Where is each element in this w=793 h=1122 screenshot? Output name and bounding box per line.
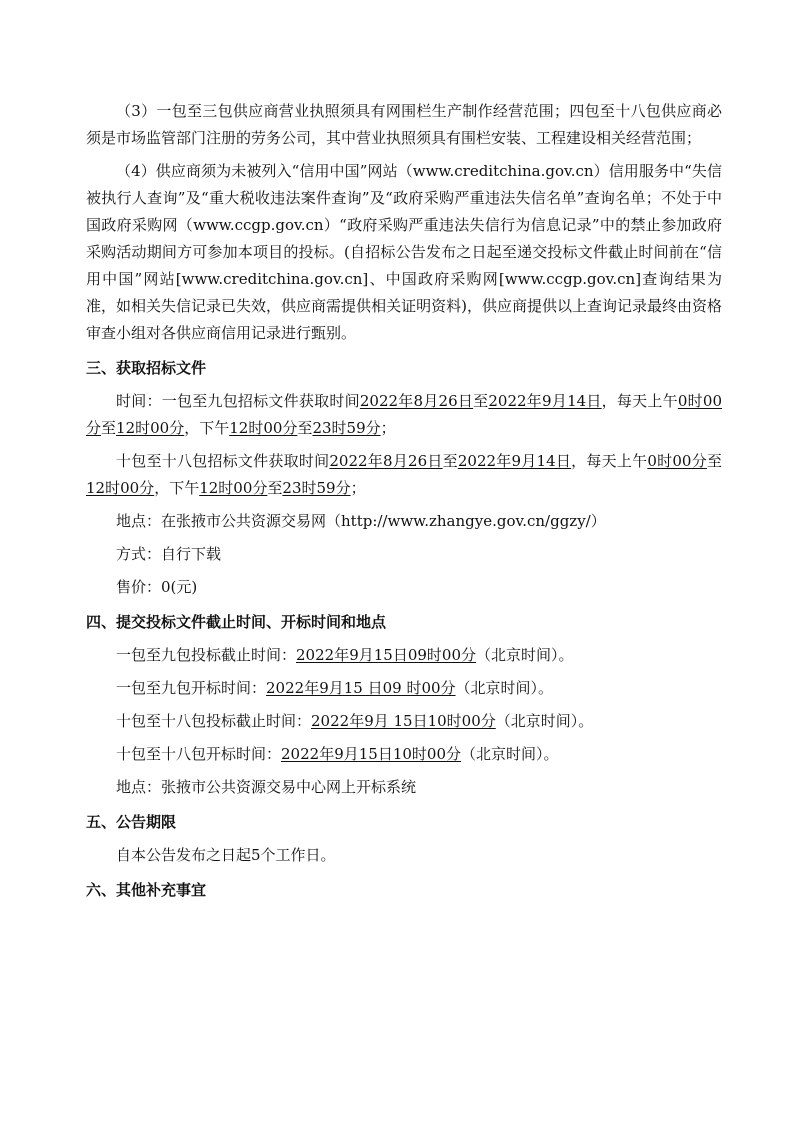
section-heading-notice-period: 五、公告期限 [86,813,177,831]
obtain-price: 售价：0(元) [116,578,198,596]
requirement-item-3: （3）一包至三包供应商营业执照须具有网围栏生产制作经营范围；四包至十八包供应商必须是市场监管部门注册的劳务公司，其中营业执照须具有围栏安装、工程建设相关经营范围； [86,102,722,147]
obtain-time-packages-1-9: 时间：一包至九包招标文件获取时间2022年8月26日至2022年9月14日，每天上午0时00分至12时00分，下午12时00分至23时59分； [86,392,722,437]
opening-location: 地点：张掖市公共资源交易中心网上开标系统 [116,778,417,796]
notice-period-text: 自本公告发布之日起5个工作日。 [116,846,336,864]
section-heading-deadline: 四、提交投标文件截止时间、开标时间和地点 [86,613,387,631]
document-page [86,98,722,904]
obtain-location: 地点：在张掖市公共资源交易网（http://www.zhangye.gov.cn/ggzy/） [116,512,606,530]
section-heading-obtain-docs: 三、获取招标文件 [86,359,207,377]
obtain-time-packages-10-18: 十包至十八包招标文件获取时间2022年8月26日至2022年9月14日，每天上午0时00分至12时00分，下午12时00分至23时59分； [86,452,722,497]
deadline-row: 十包至十八包开标时间：2022年9月15日10时00分（北京时间）。 [116,745,559,763]
deadline-row: 十包至十八包投标截止时间：2022年9月 15日10时00分（北京时间）。 [116,712,594,730]
deadline-row: 一包至九包投标截止时间：2022年9月15日09时00分（北京时间）。 [116,646,574,664]
section-heading-other-matters: 六、其他补充事宜 [86,881,207,899]
deadline-row: 一包至九包开标时间：2022年9月15 日09 时00分（北京时间）。 [116,679,554,697]
requirement-item-4: （4）供应商须为未被列入“信用中国”网站（www.creditchina.gov.cn）信用服务中“失信被执行人查询”及“重大税收违法案件查询”及“政府采购严重违法失信名单”查询名单；不处于中国政府采购网（www.ccgp.gov.cn）“政府采购严重违法失信行为信息记录”中的禁止参加政府采购活动期间方可参加本项目的投标。(自招标公告发布之日起至递交投标文件截止时间前在“信用中国”网站[www.creditchina.gov.cn]、中国政府采购网[www.ccgp.gov.cn]查询结果为准，如相关失信记录已失效，供应商需提供相关证明资料)，供应商提供以上查询记录最终由资格审查小组对各供应商信用记录进行甄别。 [86,162,722,342]
obtain-method: 方式：自行下载 [116,545,222,563]
